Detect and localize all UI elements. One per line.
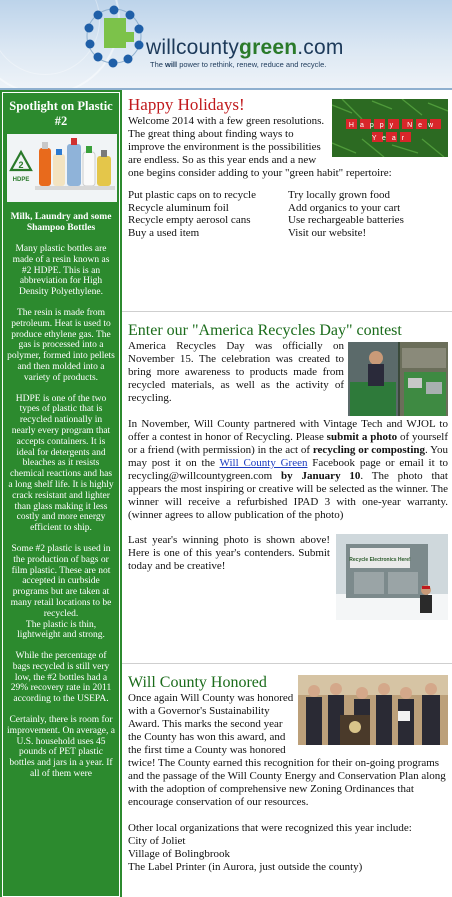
honored-paragraph-2: Other local organizations that were recognized this year include:: [128, 822, 412, 834]
sidebar-body: [3, 244, 119, 780]
recycling-photo: [348, 342, 448, 416]
honored-section: [128, 664, 448, 874]
sidebar-paragraph: HDPE is one of the two types of plastic that is recycled nationally in nearly every program that accepts containers. It is ideal for detergents and bleaches as it resists chemical reactions and has a long shelf life. It is highly crack resistant and lighter than glass making it less costly and more energy efficient to ship.: [8, 393, 114, 534]
holidays-intro: Welcome 2014 with a few green resolutions. The great thing about finding ways to improve the environment is the possibilities are endless. So as this year ends and a new one begins consider adding to your "green habit" repertoire:: [128, 115, 392, 179]
sidebar: [0, 90, 122, 897]
tagline: The will power to rethink, renew, reduce and recycle.: [150, 60, 327, 69]
evergreen-photo: [332, 99, 448, 157]
list-item: Buy a used item: [128, 226, 200, 239]
list-item: Put plastic caps on to recycle: [128, 189, 256, 201]
sidebar-frame: [2, 92, 120, 897]
list-item: The Label Printer (in Aurora, just outside the county): [128, 861, 363, 873]
svg-text:Year: Year: [371, 135, 411, 142]
recycle-icons-logo: [82, 4, 146, 68]
contest-section: [128, 312, 448, 663]
brand-wordmark[interactable]: willcountygreen.com: [146, 36, 344, 59]
bottles-illustration: [7, 134, 117, 202]
svg-text:Happy New: Happy New: [348, 122, 440, 129]
award-ceremony-photo: [298, 675, 448, 745]
sidebar-heading: Milk, Laundry and some Shampoo Bottles: [10, 212, 112, 233]
contest-paragraph-1: America Recycles Day was officially on November 15. The celebration was created to bring more awareness to products made from recycled materials, as well as the activity of recycling.: [128, 340, 344, 404]
list-item: Recycle aluminum foil: [128, 201, 229, 214]
holidays-title: Happy Holidays!: [128, 95, 245, 114]
honored-title: Will County Honored: [128, 674, 267, 691]
snow-recycling-scene: [336, 534, 448, 620]
header: [0, 0, 452, 88]
list-item: Use rechargeable batteries: [288, 214, 404, 227]
holidays-section: [128, 95, 448, 311]
will-county-green-facebook-link[interactable]: Will County Green: [219, 457, 308, 469]
green-habit-list-right: [288, 189, 448, 239]
happy-new-year-image: [332, 99, 448, 157]
contest-paragraph-3: Last year's winning photo is shown above! Here is one of this year's contenders. Submit today and be creative!: [128, 534, 330, 572]
list-item: Visit our website!: [288, 226, 367, 239]
list-item: Recycle empty aerosol cans: [128, 214, 251, 227]
svg-text:HDPE: HDPE: [12, 177, 30, 183]
green-habit-list: [128, 189, 448, 239]
sidebar-paragraph: While the percentage of bags recycled is still very low, the #2 bottles had a 29% recovery rate in 2011 according to the USEPA.: [10, 651, 112, 705]
sidebar-paragraph: Some #2 plastic is used in the production of bags or film plastic. These are not accepted in curbside programs but are taken at many retail locations to be recycled.: [10, 543, 112, 619]
plastic-bottles-image: [7, 134, 117, 202]
honored-paragraph-1: Once again Will County was honored with a Governor's Sustainability Award. This marks the second year the County has won this award, and the first time a County was honored twice! The County earned this recognition for their on-going programs and the passage of the Will County Energy and Conservation Plan along with the adoption of comprehensive new Zoning Ordinances that encourage conservation of our resources.: [128, 692, 446, 808]
list-item: City of Joliet: [128, 835, 186, 847]
sidebar-paragraph: Certainly, there is room for improvement. On average, a U.S. household uses 45 pounds of PET plastic bottles and jars in a year. If all of them were: [7, 715, 115, 780]
contest-paragraph-2: In November, Will County partnered with Vintage Tech and WJOL to offer a contest in honor of Recycling. Please submit a photo of yourself or a friend (with permission) in the act of recycling or composting. You may post it on the Will County Green Facebook page or email it to recycling@willcountygreen.com by January 10. The photo that appears the most inspiring or creative will be selected as the winner. The winner will receive a refurbished IPAD 3 with one-year warranty. (winner agrees to allow publication of the photo): [128, 418, 449, 521]
award-group-scene: [298, 675, 448, 745]
main-content: [122, 90, 452, 897]
svg-text:Recycle Electronics Here!: Recycle Electronics Here!: [349, 557, 411, 563]
sidebar-paragraph: Many plastic bottles are made of a resin known as #2 HDPE. This is an abbreviation for High Density Polyethylene.: [12, 244, 110, 298]
list-item: Try locally grown food: [288, 189, 390, 201]
recycling-scene: [348, 342, 448, 416]
green-habit-list-left: [128, 189, 288, 239]
list-item: Add organics to your cart: [288, 201, 401, 214]
sidebar-paragraph: The plastic is thin, lightweight and strong.: [17, 619, 105, 641]
honored-org-list: [128, 835, 448, 874]
sidebar-paragraph: The resin is made from petroleum. Heat is used to produce ethylene gas. The gas is processed into a polymer, formed into pellets and then molded into a variety of products.: [7, 307, 115, 383]
svg-text:2: 2: [18, 160, 24, 170]
sidebar-title: Spotlight on Plastic #2: [9, 99, 113, 128]
contest-title: Enter our "America Recycles Day" contest: [128, 322, 402, 339]
contender-photo: [336, 534, 448, 620]
list-item: Village of Bolingbrook: [128, 848, 230, 860]
